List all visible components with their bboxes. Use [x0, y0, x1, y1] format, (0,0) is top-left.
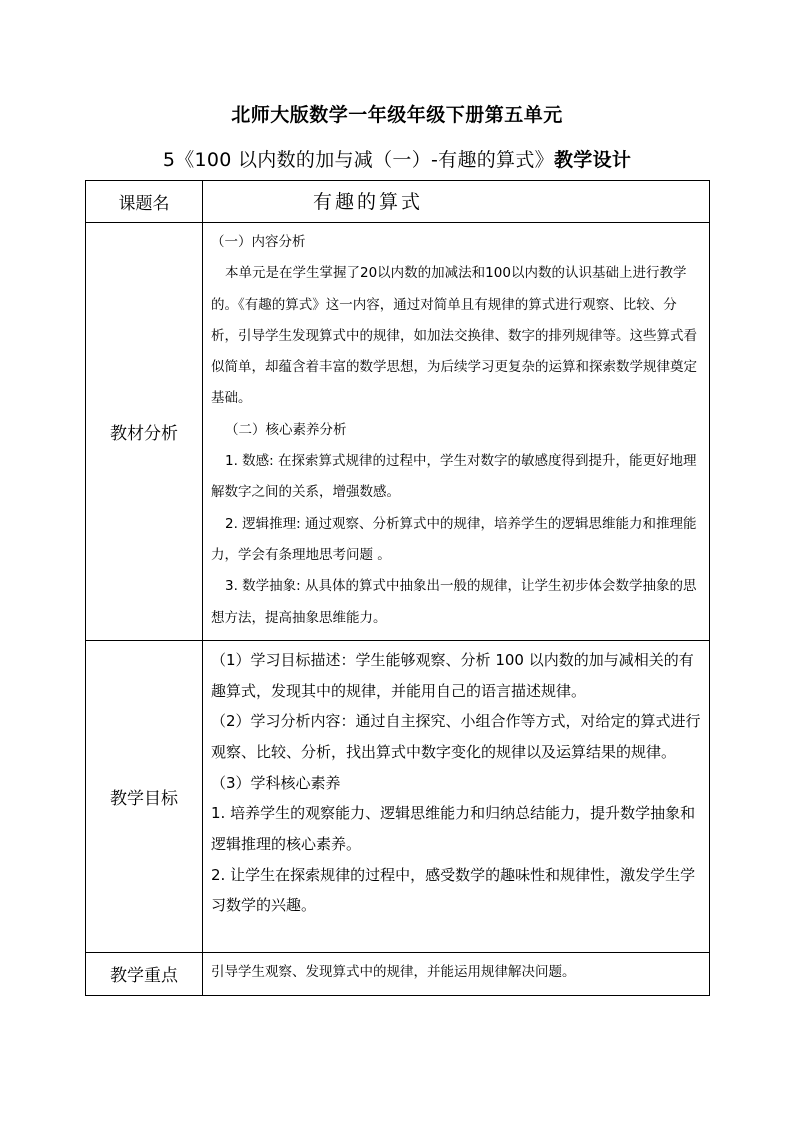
- material-analysis-content: [203, 223, 710, 641]
- material-analysis-label: 教材分析: [86, 223, 203, 641]
- key-points-label: 教学重点: [86, 952, 203, 995]
- key-points-content: [203, 952, 710, 995]
- topic-label: 课题名: [86, 181, 203, 223]
- key-points-row: [86, 952, 710, 995]
- goal-item-3-1: 1. 培养学生的观察能力、逻辑思维能力和归纳总结能力，提升数学抽象和逻辑推理的核心素养。: [211, 804, 696, 854]
- goal-item-2: （2）学习分析内容：通过自主探究、小组合作等方式，对给定的算式进行观察、比较、分析，找出算式中数字变化的规律以及运算结果的规律。: [211, 712, 701, 761]
- key-points-text: 引导学生观察、发现算式中的规律，并能运用规律解决问题。: [211, 964, 576, 981]
- topic-row: [86, 181, 710, 223]
- goal-item-1: （1）学习目标描述：学生能够观察、分析 100 以内数的加与减相关的有趣算式，发现其中的规律，并能用自己的语言描述规律。: [211, 650, 694, 700]
- core-literacy-heading: （二）核心素养分析: [225, 421, 347, 438]
- document-subtitle: [0, 145, 794, 172]
- core-literacy-point-1: 1. 数感: 在探索算式规律的过程中，学生对数字的敏感度得到提升，能更好地理解数字之间的关系，增强数感。: [211, 453, 697, 501]
- topic-value: 有趣的算式: [313, 191, 424, 213]
- topic-cell: [203, 181, 710, 223]
- lesson-plan-table: [85, 180, 710, 996]
- teaching-goals-content: [203, 640, 710, 952]
- core-literacy-point-2: 2. 逻辑推理: 通过观察、分析算式中的规律，培养学生的逻辑思维能力和推理能力，学会有条理地思考问题 。: [211, 515, 697, 563]
- core-literacy-point-3: 3. 数学抽象: 从具体的算式中抽象出一般的规律，让学生初步体会数学抽象的思想方法，提高抽象思维能力。: [211, 578, 697, 626]
- content-analysis-heading: （一）内容分析: [211, 234, 306, 250]
- goal-item-3-2: 2. 让学生在探索规律的过程中，感受数学的趣味性和规律性，激发学生学习数学的兴趣。: [211, 865, 696, 915]
- content-analysis-text: 本单元是在学生掌握了20以内数的加减法和100以内数的认识基础上进行教学的。《有趣的算式》这一内容，通过对简单且有规律的算式进行观察、比较、分析，引导学生发现算式中的规律，如加法交换律、数字的排列规律等。这些算式看似简单，却蕴含着丰富的数学思想，为后续学习更复杂的运算和探索数学规律奠定基础。: [211, 265, 697, 407]
- subtitle-lesson: 5《100 以内数的加与减（一）-有趣的算式》: [162, 149, 554, 171]
- document-title: 北师大版数学一年级年级下册第五单元: [231, 104, 563, 126]
- teaching-goals-row: [86, 640, 710, 952]
- goal-item-3: （3）学科核心素养: [211, 773, 341, 792]
- material-analysis-row: [86, 223, 710, 641]
- teaching-goals-label: 教学目标: [86, 640, 203, 952]
- subtitle-suffix: 教学设计: [553, 149, 632, 171]
